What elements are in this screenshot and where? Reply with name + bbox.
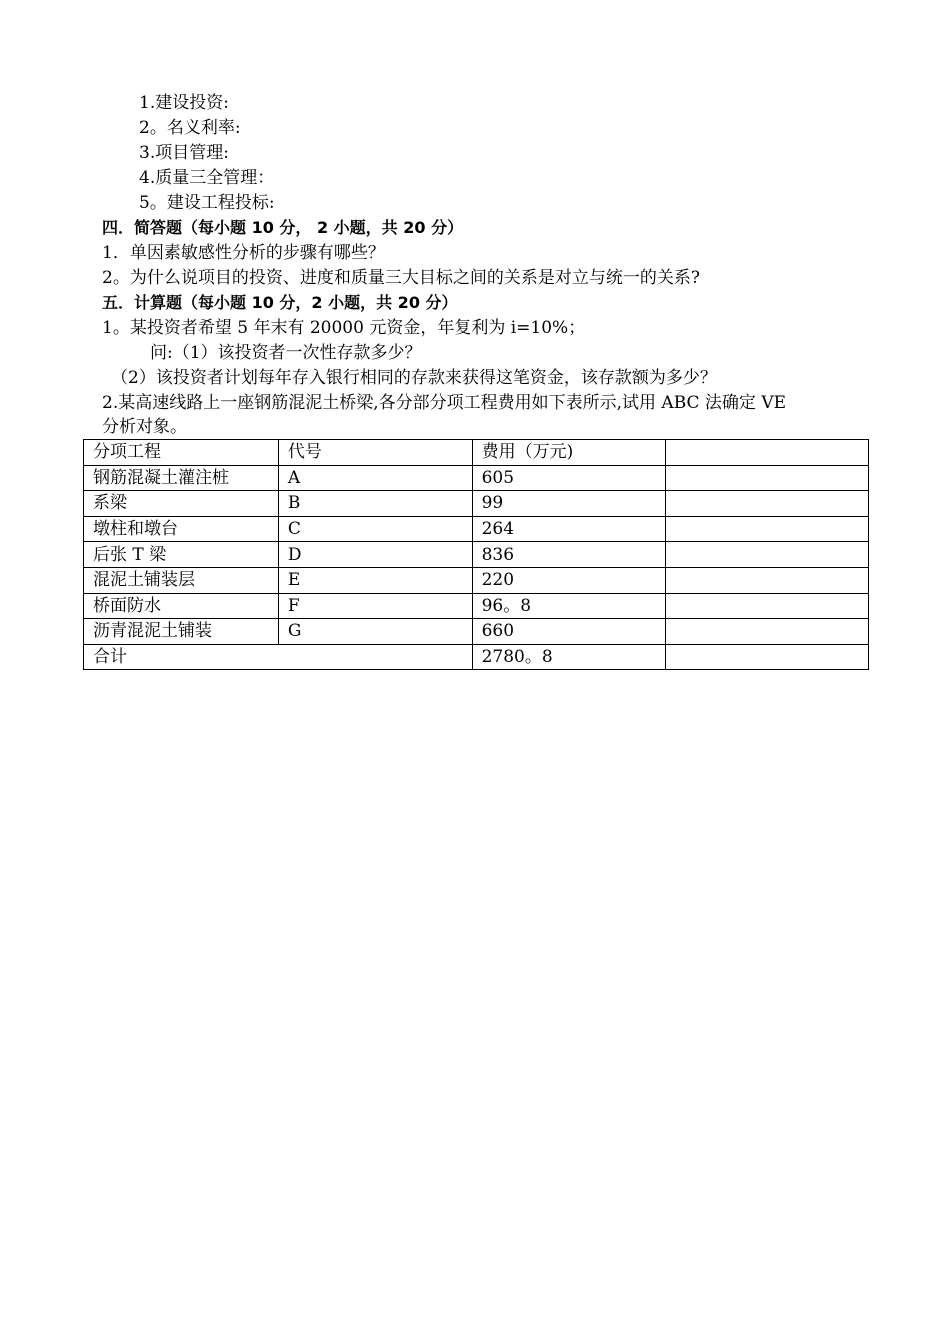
code-cell: A	[278, 465, 472, 491]
table-row	[84, 619, 869, 645]
empty-cell	[666, 593, 869, 619]
section4-question-2: 2。为什么说项目的投资、进度和质量三大目标之间的关系是对立与统一的关系?	[102, 268, 700, 288]
cost-cell: 836	[472, 542, 666, 568]
code-cell: D	[278, 542, 472, 568]
term-3: 3.项目管理:	[139, 143, 229, 163]
empty-cell	[666, 516, 869, 542]
code-cell: E	[278, 567, 472, 593]
item-cell: 后张 T 梁	[84, 542, 279, 568]
item-cell: 系梁	[84, 491, 279, 517]
cost-cell: 605	[472, 465, 666, 491]
header-cell	[666, 440, 869, 466]
cost-cell: 660	[472, 619, 666, 645]
section5-question-1-part2: （2）该投资者计划每年存入银行相同的存款来获得这笔资金，该存款额为多少？	[111, 368, 717, 388]
cost-table	[83, 439, 869, 670]
section4-heading: 四．简答题（每小题 10 分， 2 小题，共 20 分）	[102, 218, 464, 237]
code-cell: C	[278, 516, 472, 542]
term-1: 1.建设投资:	[139, 93, 229, 113]
item-cell: 混泥土铺装层	[84, 567, 279, 593]
table-total-row	[84, 644, 869, 670]
section5-question-2-line1: 2.某高速线路上一座钢筋混泥土桥梁,各分部分项工程费用如下表所示,试用 ABC 法确定 VE	[102, 393, 787, 413]
empty-cell	[666, 567, 869, 593]
empty-cell	[666, 644, 869, 670]
header-cell: 代号	[278, 440, 472, 466]
total-value-cell: 2780。8	[472, 644, 666, 670]
section5-heading: 五．计算题（每小题 10 分，2 小题，共 20 分）	[102, 293, 458, 312]
empty-cell	[666, 542, 869, 568]
code-cell: B	[278, 491, 472, 517]
item-cell: 沥青混泥土铺装	[84, 619, 279, 645]
code-cell: G	[278, 619, 472, 645]
total-label-cell: 合计	[84, 644, 473, 670]
code-cell: F	[278, 593, 472, 619]
table-row	[84, 593, 869, 619]
table-header-row	[84, 440, 869, 466]
section5-question-1: 1。某投资者希望 5 年末有 20000 元资金，年复利为 i=10%；	[102, 318, 586, 338]
table-row	[84, 491, 869, 517]
empty-cell	[666, 491, 869, 517]
cost-cell: 220	[472, 567, 666, 593]
section4-question-1: 1．单因素敏感性分析的步骤有哪些？	[102, 243, 385, 263]
cost-cell: 96。8	[472, 593, 666, 619]
item-cell: 墩柱和墩台	[84, 516, 279, 542]
empty-cell	[666, 619, 869, 645]
table-row	[84, 465, 869, 491]
table-row	[84, 542, 869, 568]
cost-cell: 264	[472, 516, 666, 542]
table-row	[84, 516, 869, 542]
section5-question-2-line2: 分析对象。	[102, 417, 187, 437]
term-5: 5。建设工程投标:	[139, 193, 275, 213]
empty-cell	[666, 465, 869, 491]
section5-question-1-part1: 问:（1）该投资者一次性存款多少？	[150, 343, 422, 363]
term-4: 4.质量三全管理：	[139, 168, 275, 188]
term-2: 2。名义利率:	[139, 118, 241, 138]
header-cell: 费用（万元)	[472, 440, 666, 466]
header-cell: 分项工程	[84, 440, 279, 466]
item-cell: 桥面防水	[84, 593, 279, 619]
item-cell: 钢筋混凝土灌注桩	[84, 465, 279, 491]
table-row	[84, 567, 869, 593]
cost-cell: 99	[472, 491, 666, 517]
